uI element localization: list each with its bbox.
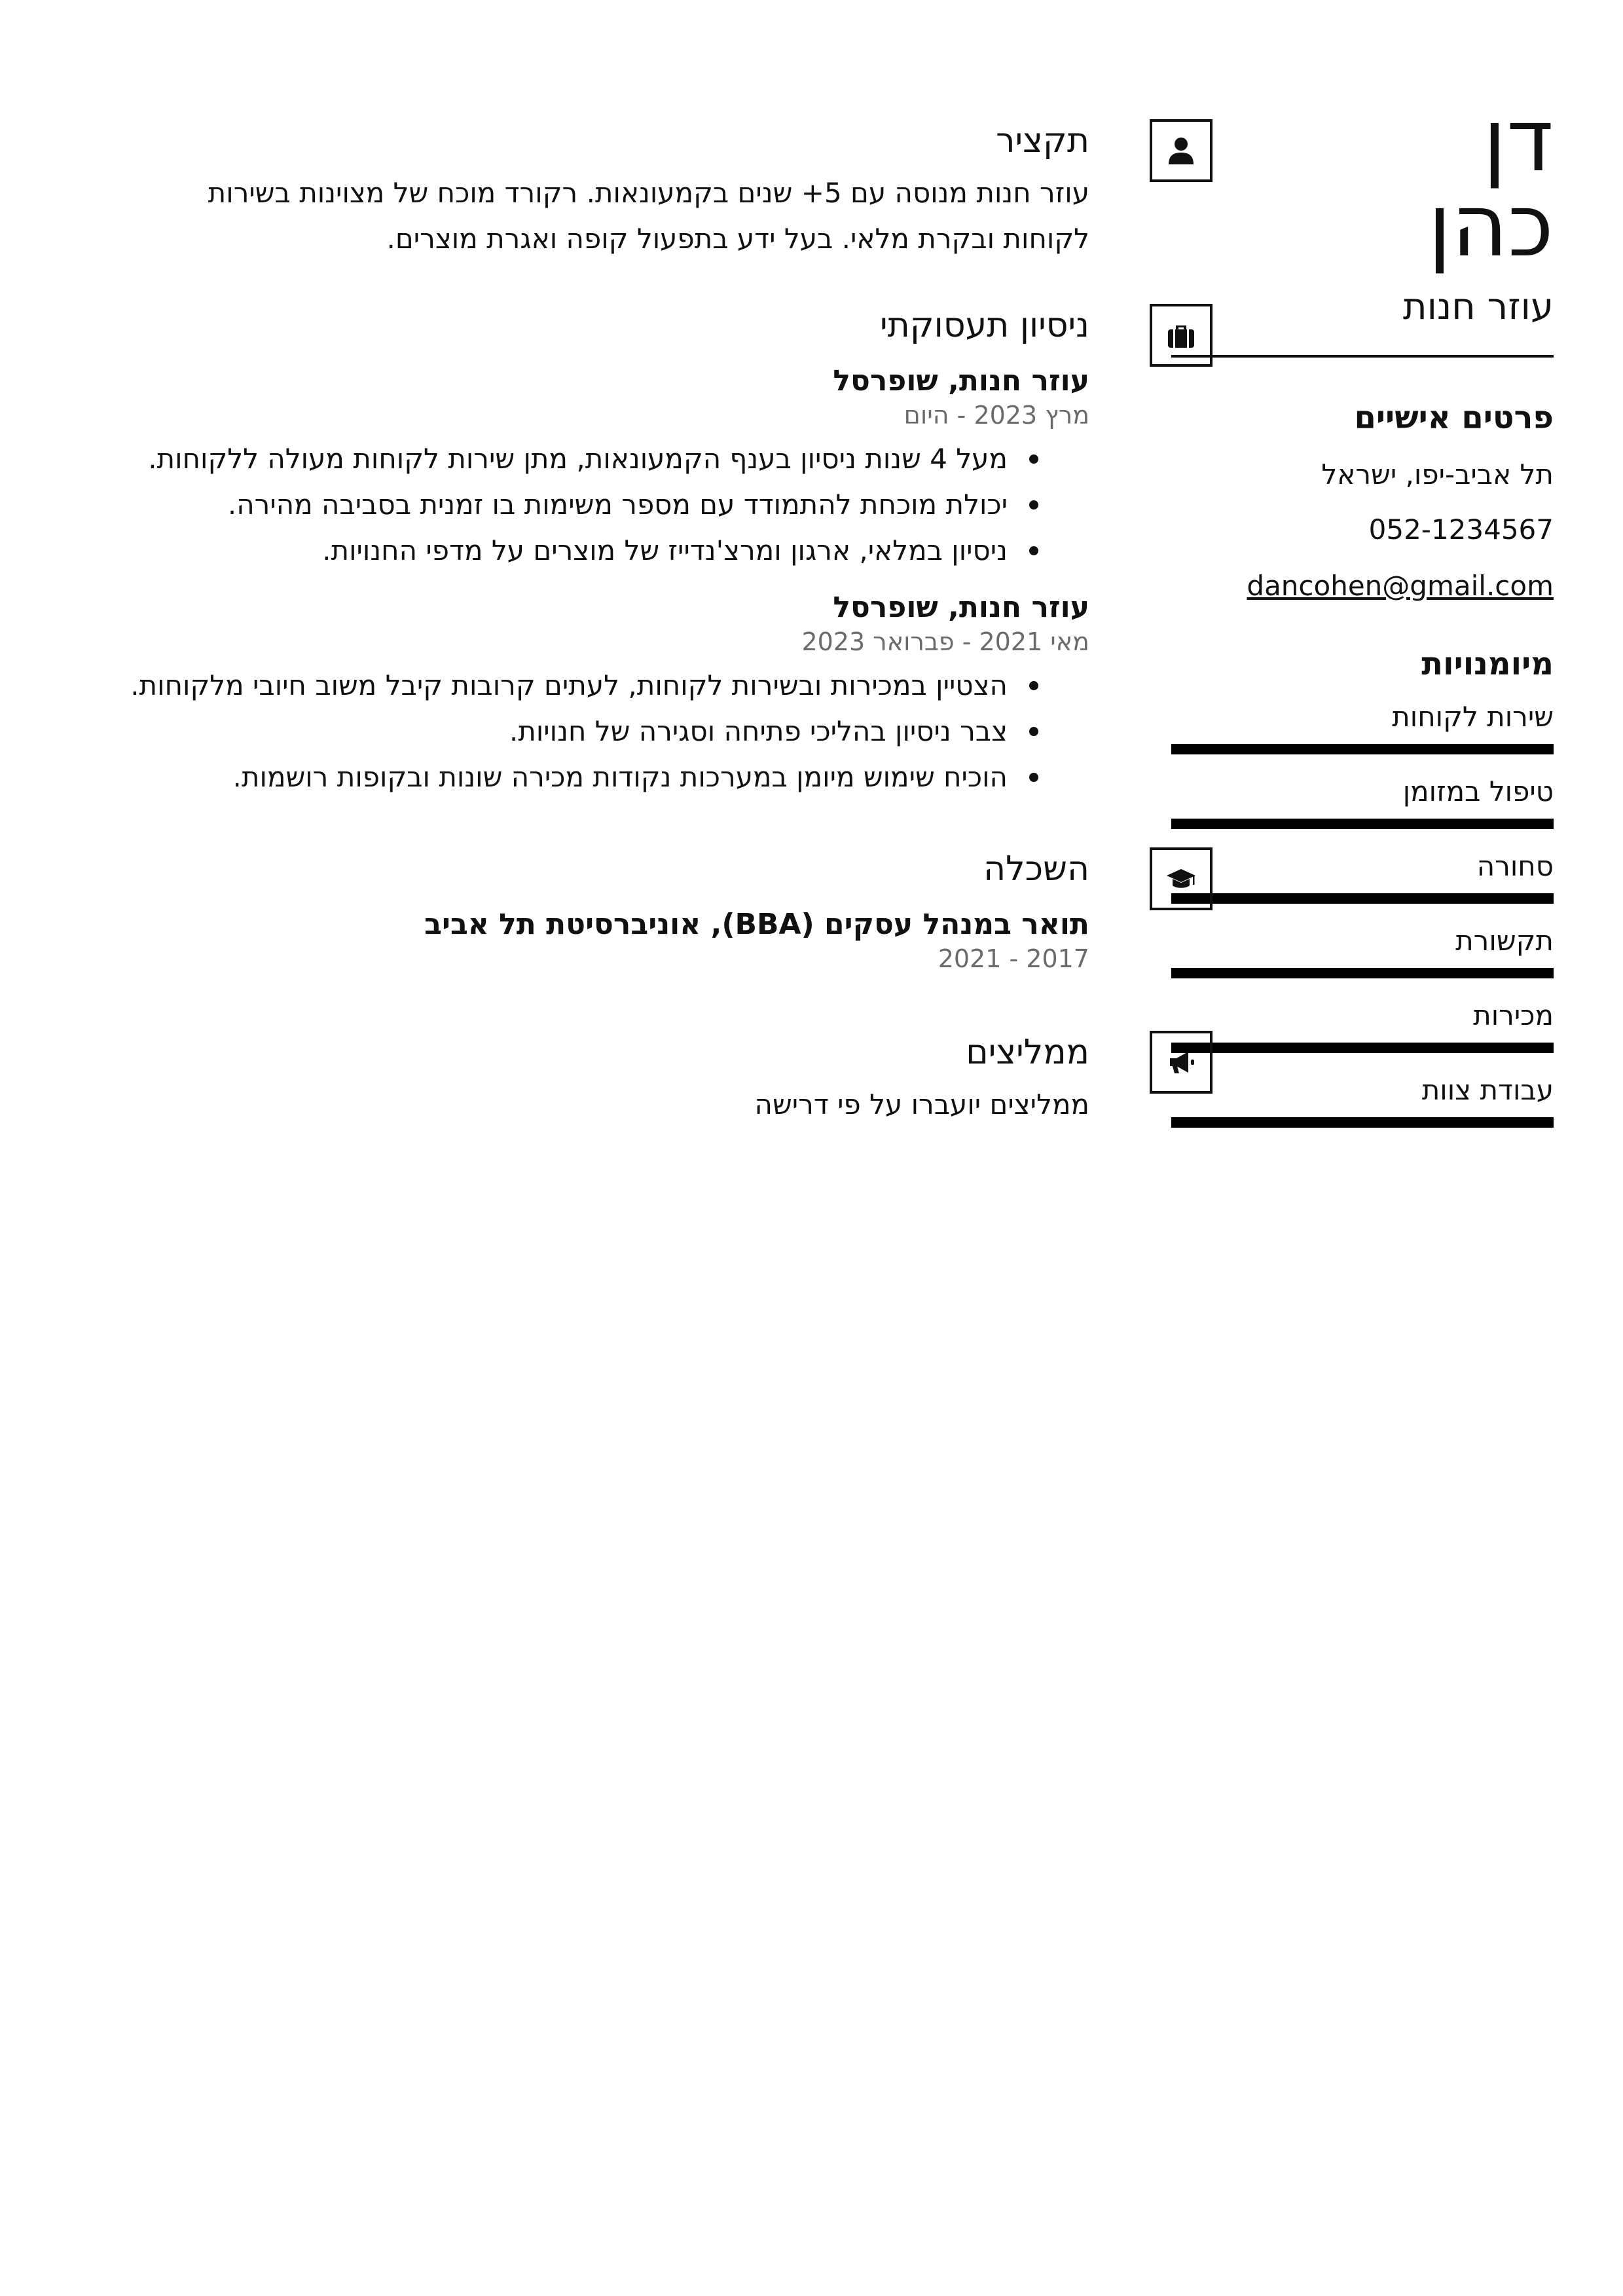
graduation-cap-icon bbox=[1150, 847, 1213, 910]
personal-details-heading: פרטים אישיים bbox=[1354, 399, 1554, 436]
skills-heading: מיומנויות bbox=[1421, 646, 1554, 682]
summary-section bbox=[114, 119, 1089, 262]
list-item: הוכיח שימוש מיומן במערכות נקודות מכירה שונות ובקופות רושמות. bbox=[114, 754, 1089, 800]
references-heading: ממליצים bbox=[966, 1033, 1089, 1072]
phone: 052-1234567 bbox=[1368, 513, 1554, 546]
skill-item bbox=[1171, 923, 1554, 978]
skill-level-bar bbox=[1171, 744, 1554, 754]
skill-label: טיפול במזומן bbox=[1402, 775, 1554, 807]
skill-item bbox=[1171, 849, 1554, 904]
last-name: כהן bbox=[1427, 176, 1554, 276]
job-title: עוזר חנות bbox=[1402, 286, 1554, 328]
list-item: צבר ניסיון בהליכי פתיחה וסגירה של חנויות. bbox=[114, 709, 1089, 754]
skill-level-bar bbox=[1171, 893, 1554, 904]
first-name: דן bbox=[1482, 90, 1554, 191]
skill-level-bar bbox=[1171, 1117, 1554, 1128]
job-bullets bbox=[114, 663, 1089, 800]
skill-level-bar bbox=[1171, 968, 1554, 978]
job-entry bbox=[114, 363, 1089, 574]
skill-item bbox=[1171, 774, 1554, 829]
education-heading: השכלה bbox=[983, 849, 1089, 889]
briefcase-icon bbox=[1150, 304, 1213, 367]
references-section bbox=[114, 1031, 1089, 1128]
job-title: עוזר חנות, שופרסל bbox=[833, 364, 1089, 398]
skill-label: שירות לקוחות bbox=[1392, 701, 1554, 733]
job-entry bbox=[114, 589, 1089, 800]
summary-heading: תקציר bbox=[996, 121, 1089, 160]
summary-text: עוזר חנות מנוסה עם 5+ שנים בקמעונאות. רקורד מוכח של מצוינות בשירות לקוחות ובקרת מלאי. בעל ידע בתפעול קופה ואגרת מוצרים. bbox=[208, 177, 1089, 255]
skill-label: תקשורת bbox=[1455, 925, 1554, 957]
skill-item bbox=[1171, 1073, 1554, 1128]
email-link[interactable]: dancohen@gmail.com bbox=[1247, 570, 1554, 602]
experience-heading: ניסיון תעסוקתי bbox=[879, 306, 1089, 345]
person-icon bbox=[1150, 119, 1213, 182]
job-dates: מרץ 2023 - היום bbox=[903, 401, 1089, 430]
skill-level-bar bbox=[1171, 819, 1554, 829]
skill-item bbox=[1171, 699, 1554, 754]
skill-label: סחורה bbox=[1476, 850, 1554, 882]
skill-label: מכירות bbox=[1473, 999, 1554, 1031]
megaphone-icon bbox=[1150, 1031, 1213, 1094]
skill-level-bar bbox=[1171, 1043, 1554, 1053]
sidebar-divider bbox=[1171, 355, 1554, 358]
location: תל אביב-יפו, ישראל bbox=[1321, 458, 1554, 491]
job-dates: מאי 2021 - פברואר 2023 bbox=[801, 627, 1089, 656]
job-title: עוזר חנות, שופרסל bbox=[833, 591, 1089, 624]
list-item: הצטיין במכירות ובשירות לקוחות, לעתים קרובות קיבל משוב חיובי מלקוחות. bbox=[114, 663, 1089, 709]
job-bullets bbox=[114, 436, 1089, 574]
skill-item bbox=[1171, 998, 1554, 1053]
list-item: ניסיון במלאי, ארגון ומרצ'נדייז של מוצרים על מדפי החנויות. bbox=[114, 528, 1089, 574]
education-dates: 2017 - 2021 bbox=[938, 944, 1089, 973]
references-text: ממליצים יועברו על פי דרישה bbox=[754, 1088, 1089, 1120]
skills-list bbox=[1171, 699, 1554, 1128]
skill-label: עבודת צוות bbox=[1421, 1074, 1554, 1106]
list-item: מעל 4 שנות ניסיון בענף הקמעונאות, מתן שירות לקוחות מעולה ללקוחות. bbox=[114, 436, 1089, 482]
degree-title: תואר במנהל עסקים (BBA), אוניברסיטת תל אביב bbox=[424, 908, 1089, 941]
experience-section bbox=[114, 304, 1089, 800]
education-section bbox=[114, 847, 1089, 974]
list-item: יכולת מוכחת להתמודד עם מספר משימות בו זמנית בסביבה מהירה. bbox=[114, 482, 1089, 528]
main-column bbox=[114, 110, 1089, 1128]
sidebar bbox=[1171, 90, 1554, 1128]
